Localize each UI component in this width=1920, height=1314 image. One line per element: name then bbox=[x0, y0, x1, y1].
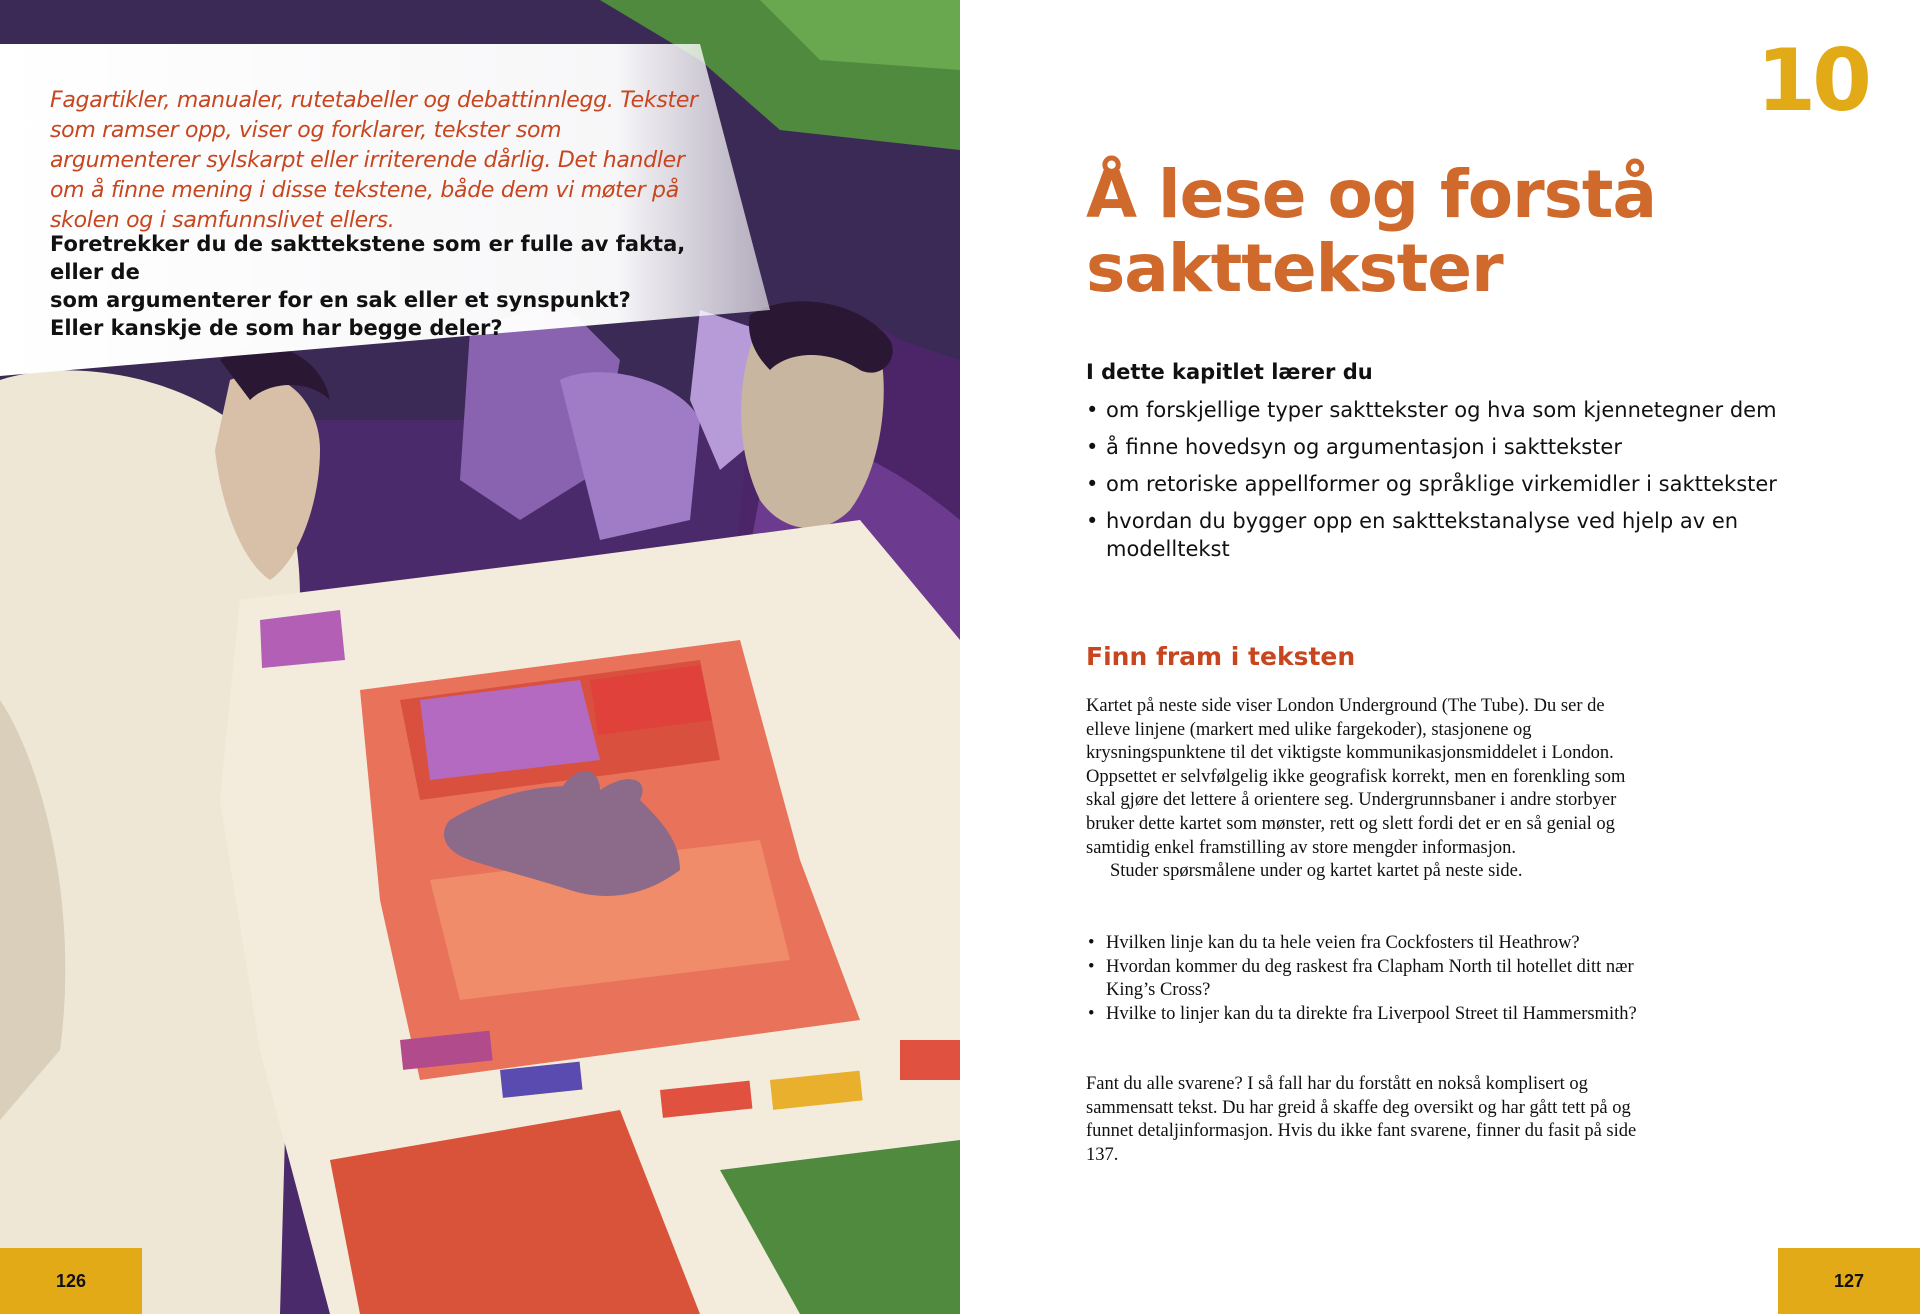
body-paragraph: Fant du alle svarene? I så fall har du forstått en nokså komplisert og sammensatt tekst. Du har greid å skaffe deg oversikt og har gått tett på og funnet detaljinformasjon. Hvis du ikke fant svarene, finner du fasit på side 137. bbox=[1086, 1074, 1637, 1165]
objectives-list bbox=[1086, 396, 1786, 572]
bullet-icon: • bbox=[1086, 472, 1099, 496]
objective-item: • å finne hovedsyn og argumentasjon i sakttekster bbox=[1086, 435, 1622, 459]
body-paragraph bbox=[1086, 695, 1646, 884]
chapter-title bbox=[1086, 158, 1786, 306]
page-number-left: 126 bbox=[0, 1248, 142, 1314]
objective-item: • hvordan du bygger opp en sakttekstanalyse ved hjelp av en modelltekst bbox=[1086, 509, 1739, 561]
intro-question-line: Foretrekker du de sakttekstene som er fulle av fakta, eller de bbox=[50, 232, 686, 284]
intro-question-line: Eller kanskje de som har begge deler? bbox=[50, 316, 503, 340]
question-item: • Hvilke to linjer kan du ta direkte fra Liverpool Street til Hammersmith? bbox=[1086, 1003, 1666, 1027]
intro-box bbox=[0, 0, 960, 420]
chapter-title-line: Å lese og forstå bbox=[1086, 156, 1657, 233]
paragraph-text: Kartet på neste side viser London Underground (The Tube). Du ser de elleve linjene (markert med ulike fargekoder), stasjonene og krysningspunktene til det viktigste kommunikasjonsmiddelet i London. Oppsettet er selvfølgelig ikke geografisk korrekt, men en forenkling som skal gjøre det lettere å orientere seg. Undergrunnsbaner i andre storbyer bruker dette kartet som mønster, rett og slett fordi det er en så genial og samtidig enkel framstilling av store mengder informasjon. bbox=[1086, 696, 1626, 858]
page-number-right: 127 bbox=[1778, 1248, 1920, 1314]
bullet-icon: • bbox=[1088, 956, 1095, 977]
paragraph-indent-text: Studer spørsmålene under og kartet kartet på neste side. bbox=[1110, 861, 1523, 882]
chapter-title-line: sakttekster bbox=[1086, 230, 1503, 307]
bullet-icon: • bbox=[1086, 509, 1099, 533]
bullet-icon: • bbox=[1088, 933, 1095, 953]
chapter-number: 10 bbox=[1756, 31, 1868, 131]
question-item: • Hvordan kommer du deg raskest fra Clapham North til hotellet ditt nær King’s Cross? bbox=[1088, 956, 1634, 1001]
objective-item: • om forskjellige typer sakttekster og hva som kjennetegner dem bbox=[1086, 398, 1777, 422]
bullet-icon: • bbox=[1086, 435, 1099, 459]
objective-item: • om retoriske appellformer og språklige virkemidler i sakttekster bbox=[1086, 472, 1777, 496]
questions-list bbox=[1086, 932, 1666, 1026]
intro-question bbox=[50, 230, 710, 342]
bullet-icon: • bbox=[1086, 398, 1099, 422]
objectives-heading: I dette kapitlet lærer du bbox=[1086, 360, 1373, 384]
intro-lead: Fagartikler, manualer, rutetabeller og debattinnlegg. Tekster som ramser opp, viser og forklarer, tekster som argumenterer sylskarpt eller irriterende dårlig. Det handler om å finne mening i disse tekstene, både dem vi møter på skolen og i samfunnslivet ellers. bbox=[50, 88, 698, 233]
question-item: • Hvilken linje kan du ta hele veien fra Cockfosters til Heathrow? bbox=[1086, 932, 1666, 956]
intro-question-line: som argumenterer for en sak eller et synspunkt? bbox=[50, 288, 631, 312]
bullet-icon: • bbox=[1088, 1003, 1095, 1024]
section-heading: Finn fram i teksten bbox=[1086, 642, 1356, 671]
